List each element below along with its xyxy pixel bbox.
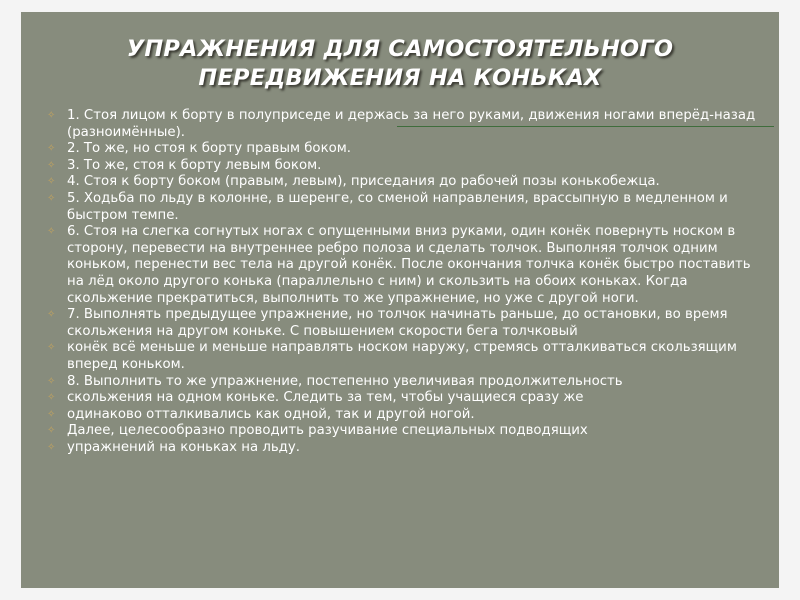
sparkle-bullet-icon: ✧ bbox=[47, 159, 56, 171]
slide-title-line-1: УПРАЖНЕНИЯ ДЛЯ САМОСТОЯТЕЛЬНОГО bbox=[126, 36, 674, 63]
list-item bbox=[47, 423, 769, 440]
list-item-text: 5. Ходьба по льду в колонне, в шеренге, со сменой направления, врассыпную в медленном и быстром темпе. bbox=[67, 190, 728, 223]
sparkle-bullet-icon: ✧ bbox=[47, 408, 56, 420]
sparkle-bullet-icon: ✧ bbox=[47, 226, 56, 238]
sparkle-bullet-icon: ✧ bbox=[47, 192, 56, 204]
list-item bbox=[47, 340, 769, 373]
list-item bbox=[47, 307, 769, 340]
list-item-text: конёк всё меньше и меньше направлять носком наружу, стремясь отталкиваться скользящим вперед коньком. bbox=[67, 340, 737, 372]
list-item-text: 2. То же, но стоя к борту правым боком. bbox=[67, 141, 351, 157]
list-item-text: 4. Стоя к борту боком (правым, левым), приседания до рабочей позы конькобежца. bbox=[67, 174, 660, 190]
sparkle-bullet-icon: ✧ bbox=[47, 441, 56, 453]
list-item bbox=[47, 390, 769, 407]
list-item bbox=[47, 440, 769, 457]
list-item bbox=[47, 158, 769, 175]
exercise-list bbox=[47, 108, 769, 456]
list-item bbox=[47, 224, 769, 307]
list-item-text: упражнений на коньках на льду. bbox=[67, 439, 300, 455]
list-item-text: одинаково отталкивались как одной, так и другой ногой. bbox=[67, 406, 475, 422]
sparkle-bullet-icon: ✧ bbox=[47, 176, 56, 188]
slide bbox=[21, 12, 779, 588]
sparkle-bullet-icon: ✧ bbox=[47, 425, 56, 437]
list-item bbox=[47, 407, 769, 424]
list-item-text: скольжения на одном коньке. Следить за тем, чтобы учащиеся сразу же bbox=[67, 390, 584, 406]
list-item-text: 7. Выполнять предыдущее упражнение, но толчок начинать раньше, до остановки, во время скольжения на другом коньке. С повышением скорости бега толчковый bbox=[67, 307, 728, 339]
sparkle-bullet-icon: ✧ bbox=[47, 392, 56, 404]
list-item-text: 3. То же, стоя к борту левым боком. bbox=[67, 157, 322, 173]
list-item bbox=[47, 108, 769, 141]
sparkle-bullet-icon: ✧ bbox=[47, 309, 56, 321]
list-item-text: Далее, целесообразно проводить разучивание специальных подводящих bbox=[67, 423, 588, 439]
list-item bbox=[47, 174, 769, 191]
sparkle-bullet-icon: ✧ bbox=[47, 110, 56, 121]
list-item bbox=[47, 191, 769, 224]
sparkle-bullet-icon: ✧ bbox=[47, 342, 56, 354]
list-item bbox=[47, 374, 769, 391]
slide-title bbox=[21, 35, 779, 93]
list-item-text: 1. Стоя лицом к борту в полуприседе и держась за него руками, движения ногами вперёд-назад (разноимённые). bbox=[67, 108, 756, 140]
list-item-text: 8. Выполнить то же упражнение, постепенно увеличивая продолжительность bbox=[67, 373, 623, 389]
list-item bbox=[47, 141, 769, 158]
sparkle-bullet-icon: ✧ bbox=[47, 143, 56, 155]
slide-title-line-2: ПЕРЕДВИЖЕНИЯ НА КОНЬКАХ bbox=[198, 65, 602, 92]
sparkle-bullet-icon: ✧ bbox=[47, 375, 56, 387]
list-item-text: 6. Стоя на слегка согнутых ногах с опущенными вниз руками, один конёк повернуть носком в сторону, перевести на внутреннее ребро полоза и сделать толчок. Выполняя толчок одним коньком, перенести вес тела на другой конёк. После окончания толчка конёк быстро поставить на лёд около другого конька (параллельно с ним) и скользить на обоих коньках. Когда скольжение прекратиться, выполнить то же упражнение, но уже с другой ноги. bbox=[67, 224, 751, 306]
